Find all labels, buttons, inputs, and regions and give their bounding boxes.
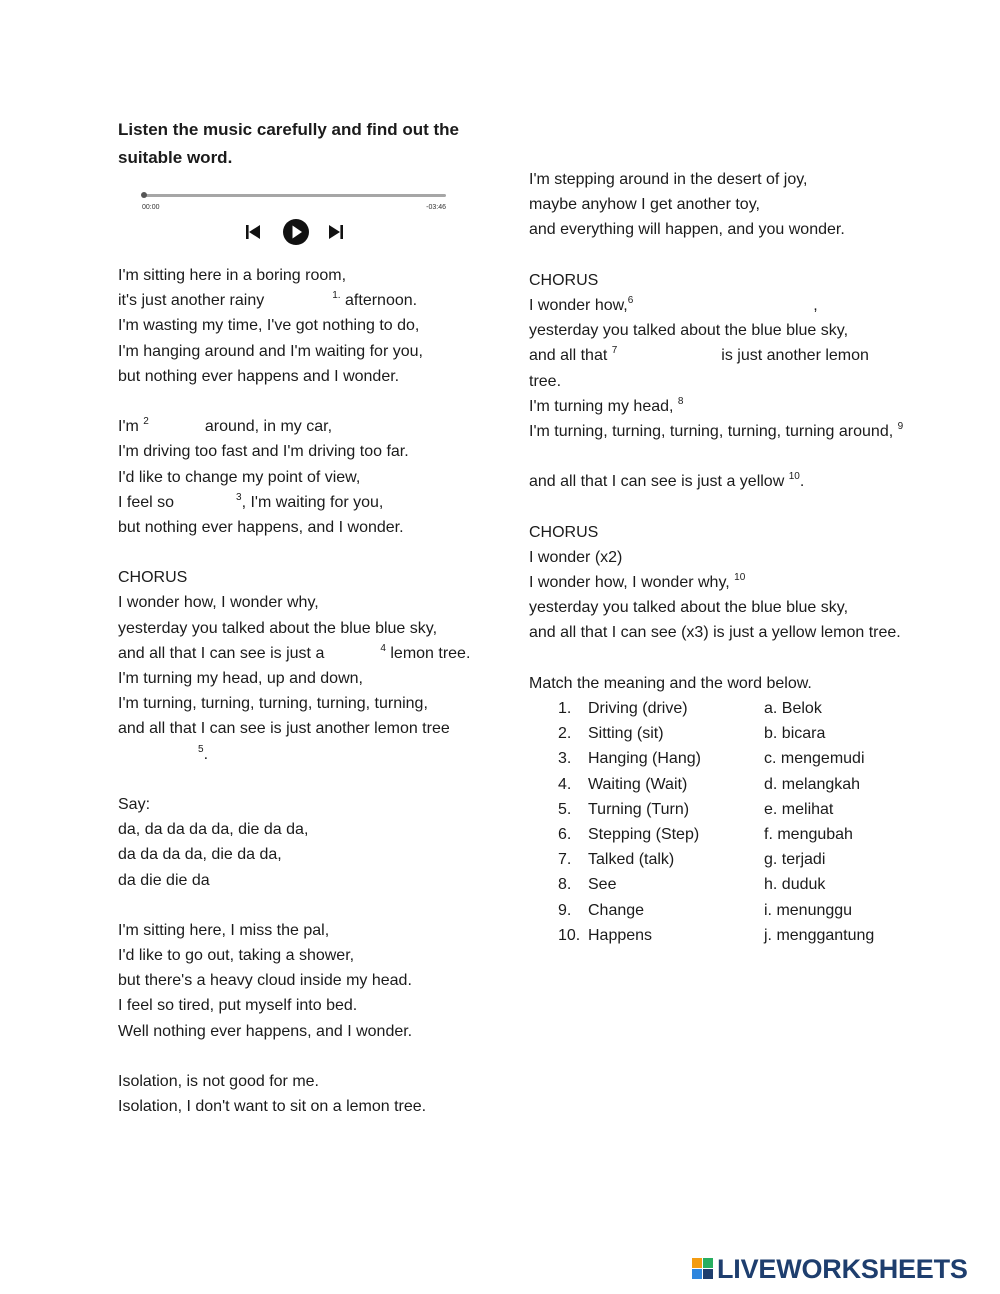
lyric-line: yesterday you talked about the blue blue sky, (118, 619, 438, 637)
match-word[interactable]: Driving (drive) (588, 700, 688, 718)
match-row: 2. Sitting (sit) b. bicara (529, 721, 904, 746)
match-meaning[interactable]: b. bicara (764, 725, 826, 743)
match-row: 6. Stepping (Step) f. mengubah (529, 822, 904, 847)
lyric-line: da, da da da da, die da da, (118, 821, 309, 839)
lyric-line: and all that I can see is just another lemon tree (118, 720, 450, 738)
lyric-line: I'm stepping around in the desert of joy, (529, 171, 808, 188)
lyric-line-blank-7: and all that $^7$ is just another lemon tree. (529, 345, 869, 390)
lyric-line: but nothing ever happens and I wonder. (118, 367, 400, 385)
lyric-line: but nothing ever happens, and I wonder. (118, 518, 404, 536)
match-word[interactable]: Hanging (Hang) (588, 750, 701, 768)
skip-next-icon[interactable] (328, 224, 344, 240)
lyric-line: I'm driving too fast and I'm driving too far. (118, 443, 409, 461)
logo-text: LIVEWORKSHEETS (717, 1254, 968, 1284)
lyric-line: Isolation, I don't want to sit on a lemon tree. (118, 1098, 427, 1116)
time-end: -03:46 (426, 204, 446, 211)
logo-mark-icon (692, 1258, 714, 1280)
lyric-line-blank-6: I wonder how,$^6$ , (529, 294, 818, 314)
match-word[interactable]: Stepping (Step) (588, 825, 700, 843)
lyric-line: I'm turning, turning, turning, turning, turning, (118, 695, 428, 713)
lyric-line: I'm sitting here in a boring room, (118, 267, 347, 284)
lyric-line: I'm wasting my time, I've got nothing to do, (118, 317, 420, 335)
progress-knob[interactable] (141, 192, 147, 198)
lyric-line: I'm turning my head, up and down, (118, 670, 363, 688)
lyric-line-blank-4: and all that I can see is just a $^4$ lemon tree. (118, 642, 471, 662)
time-start: 00:00 (142, 204, 160, 211)
skip-previous-icon[interactable] (245, 224, 261, 240)
match-meaning[interactable]: g. terjadi (764, 851, 826, 869)
match-word[interactable]: Sitting (sit) (588, 725, 664, 743)
lyric-line-blank-2: I'm $^2$ around, in my car, (118, 416, 333, 436)
lyric-line-blank-1: it's just another rainy $^{1.}$ afternoon. (118, 290, 418, 310)
chorus-heading: CHORUS (118, 569, 188, 587)
match-meaning[interactable]: i. menunggu (764, 901, 853, 919)
lyric-line: da die die da (118, 871, 210, 889)
chorus-heading: CHORUS (529, 523, 599, 541)
match-word[interactable]: Change (588, 901, 645, 919)
lyric-line-blank-3: I feel so $^3$, I'm waiting for you, (118, 491, 384, 511)
audio-player (140, 190, 450, 250)
match-row: 3. Hanging (Hang) c. mengemudi (529, 746, 904, 771)
match-meaning[interactable]: a. Belok (764, 700, 822, 718)
match-meaning[interactable]: e. melihat (764, 800, 834, 818)
lyric-line: and everything will happen, and you wonder. (529, 221, 845, 239)
lyric-line-blank-8: I'm turning my head, $^8$ (529, 395, 684, 415)
match-word[interactable]: Waiting (Wait) (588, 775, 688, 793)
match-meaning[interactable]: j. menggantung (764, 926, 875, 944)
lyric-line: Isolation, is not good for me. (118, 1073, 319, 1091)
lyric-line: I'd like to change my point of view, (118, 468, 361, 486)
match-row: 10. Happens j. menggantung (529, 923, 904, 948)
lyrics-right-column (529, 167, 904, 948)
lyric-line-blank-10b: I wonder how, I wonder why, $^{10}$ (529, 572, 746, 592)
lyrics-left-column (118, 263, 478, 1119)
lyric-line: I wonder (x2) (529, 548, 623, 566)
match-row: 4. Waiting (Wait) d. melangkah (529, 772, 904, 797)
lyric-line: I wonder how, I wonder why, (118, 594, 319, 612)
progress-track[interactable] (143, 194, 446, 197)
match-row: 7. Talked (talk) g. terjadi (529, 847, 904, 872)
match-meaning[interactable]: c. mengemudi (764, 750, 865, 768)
match-meaning[interactable]: d. melangkah (764, 775, 861, 793)
lyric-line: but there's a heavy cloud inside my head. (118, 972, 412, 990)
lyric-line: I'm sitting here, I miss the pal, (118, 921, 330, 939)
match-word[interactable]: Talked (talk) (588, 851, 675, 869)
match-title: Match the meaning and the word below. (529, 674, 812, 692)
lyric-line: I'd like to go out, taking a shower, (118, 947, 355, 965)
match-word[interactable]: See (588, 876, 617, 894)
match-row: 8. See h. duduk (529, 872, 904, 897)
lyric-line: maybe anyhow I get another toy, (529, 196, 760, 214)
match-word[interactable]: Turning (Turn) (588, 800, 690, 818)
match-meaning[interactable]: h. duduk (764, 876, 826, 894)
lyric-line: Well nothing ever happens, and I wonder. (118, 1022, 413, 1040)
lyric-line: I feel so tired, put myself into bed. (118, 997, 358, 1015)
instruction-title: Listen the music carefully and find out the suitable word. (118, 120, 459, 167)
lyric-line: yesterday you talked about the blue blue sky, (529, 599, 849, 617)
lyric-line: and all that I can see (x3) is just a yellow lemon tree. (529, 624, 901, 642)
match-meaning[interactable]: f. mengubah (764, 825, 853, 843)
match-word[interactable]: Happens (588, 926, 653, 944)
play-circle-icon[interactable] (282, 218, 310, 246)
say-heading: Say: (118, 795, 151, 813)
lyric-line-blank-9: I'm turning, turning, turning, turning, turning around, $^9$ (529, 420, 904, 440)
match-row: 5. Turning (Turn) e. melihat (529, 797, 904, 822)
match-row: 9. Change i. menunggu (529, 898, 904, 923)
lyric-line: yesterday you talked about the blue blue sky, (529, 322, 849, 340)
chorus-heading: CHORUS (529, 271, 599, 289)
lyric-line-blank-5: $^5$. (198, 743, 209, 763)
lyric-line-blank-10: and all that I can see is just a yellow $^{10}$. (529, 471, 805, 491)
lyric-line: I'm hanging around and I'm waiting for you, (118, 342, 423, 360)
match-list (529, 696, 904, 948)
match-row: 1. Driving (drive) a. Belok (529, 696, 904, 721)
lyric-line: da da da da, die da da, (118, 846, 282, 864)
